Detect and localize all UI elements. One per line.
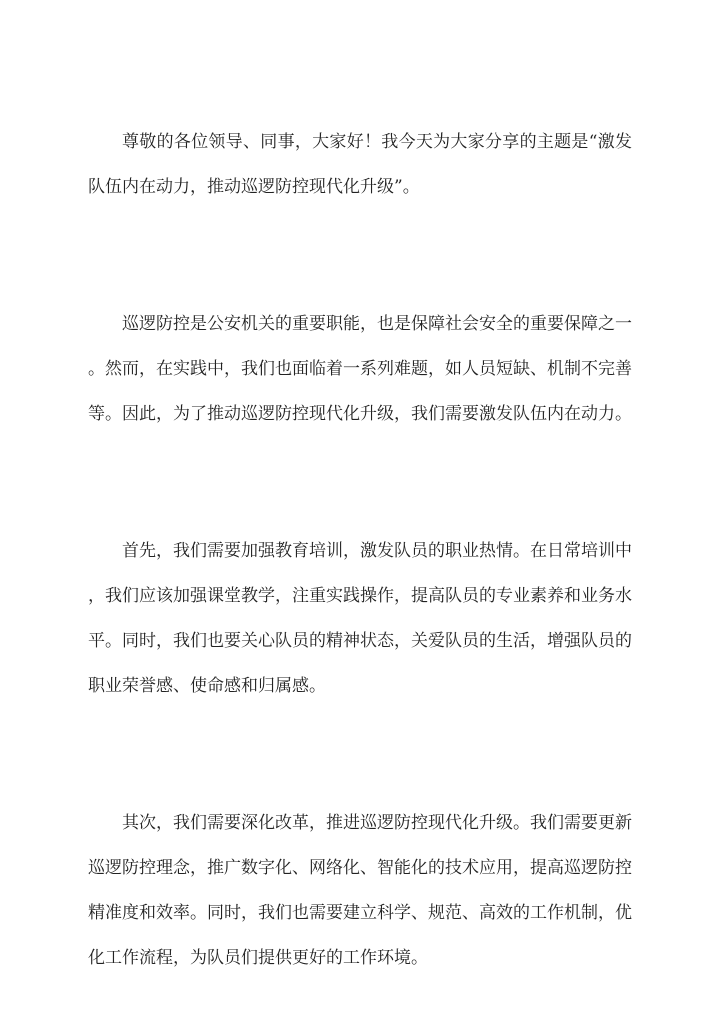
paragraph-training: 首先，我们需要加强教育培训，激发队员的职业热情。在日常培训中，我们应该加强课堂教学，注重实践操作，提高队员的专业素养和业务水平。同时，我们也要关心队员的精神状态，关爱队员的生活，增强队员的职业荣誉感、使命感和归属感。 <box>88 541 632 696</box>
document-body <box>88 120 632 981</box>
paragraph-reform: 其次，我们需要深化改革，推进巡逻防控现代化升级。我们需要更新巡逻防控理念，推广数字化、网络化、智能化的技术应用，提高巡逻防控精准度和效率。同时，我们也需要建立科学、规范、高效的工作机制，优化工作流程，为队员们提供更好的工作环境。 <box>88 813 632 968</box>
paragraph-background: 巡逻防控是公安机关的重要职能，也是保障社会安全的重要保障之一。然而，在实践中，我们也面临着一系列难题，如人员短缺、机制不完善等。因此，为了推动巡逻防控现代化升级，我们需要激发队伍内在动力。 <box>88 314 632 424</box>
paragraph-greeting: 尊敬的各位领导、同事，大家好！我今天为大家分享的主题是“激发队伍内在动力，推动巡逻防控现代化升级”。 <box>88 132 632 197</box>
